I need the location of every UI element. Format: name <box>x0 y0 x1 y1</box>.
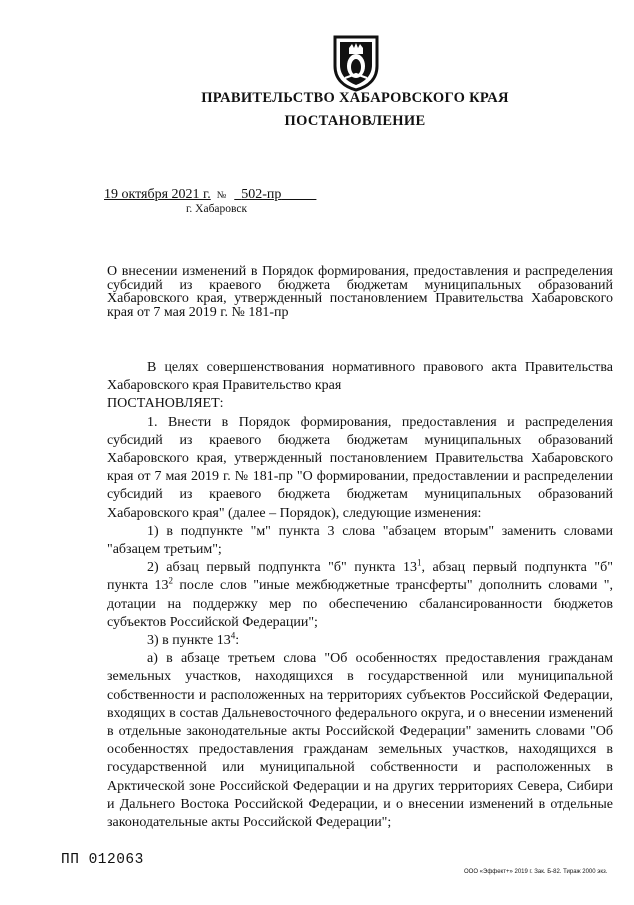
subitem-2-paragraph: 2) абзац первый подпункта "б" пункта $13^1$, абзац первый подпункта "б" пункта $13^2$ после слов "иные межбюджетные трансферты" дополнить словами ", дотации на поддержку мер по обеспечению сбалансированности бюджетов субъектов Российской Федерации"; <box>107 557 614 630</box>
subitem-3a-paragraph: а) в абзаце третьем слова "Об особенностях предоставления гражданам земельных участков, находящихся в государственной или муниципальной собственности и расположенных на территориях субъектов Российской Федерации, входящих в состав Дальневосточного федерального округа, и о внесении изменений в отдельные законодательные акты Российской Федерации" заменить словами "Об особенностях предоставления гражданам земельных участков, находящихся в государственной или муниципальной собственности и расположенных в Арктической зоне Российской Федерации и на других территориях Севера, Сибири и Дальнего Востока Российской Федерации, и о внесении изменений в отдельные законодательные акты Российской Федерации"; <box>107 651 613 831</box>
date-number-line <box>104 187 316 203</box>
number-label: № <box>216 190 227 201</box>
document-subject: О внесении изменений в Порядок формирования, предоставления и распределения субсидий из краевого бюджета бюджетам муниципальных образований Хабаровского края, утвержденный постановлением Правительства Хабаровского края от 7 мая 2019 г. № 181-пр <box>107 264 613 320</box>
organization-title: ПРАВИТЕЛЬСТВО ХАБАРОВСКОГО КРАЯ <box>201 90 509 106</box>
preamble-paragraph: В целях совершенствования нормативного правового акта Правительства Хабаровского края Правительство края <box>107 360 613 394</box>
subitem-3-paragraph: 3) в пункте $13^4$: <box>147 630 240 649</box>
document-city: г. Хабаровск <box>186 203 248 215</box>
document-body <box>107 359 613 832</box>
print-info: ООО «Эффект+» 2019 г. Зак. Б-82. Тираж 2000 экз. <box>464 869 608 875</box>
document-number: 502-пр <box>241 187 282 202</box>
subitem-1-paragraph: 1) в подпункте "м" пункта 3 слова "абзацем вторым" заменить словами "абзацем третьим"; <box>107 523 613 558</box>
document-type-title: ПОСТАНОВЛЕНИЕ <box>284 113 426 129</box>
resolves-heading: ПОСТАНОВЛЯЕТ: <box>107 396 224 412</box>
coat-of-arms-icon <box>331 34 381 92</box>
item-1-paragraph: 1. Внести в Порядок формирования, предоставления и распределения субсидий из краевого бюджета бюджетам муниципальных образований Хабаровского края, утвержденный постановлением Правительства Хабаровского края от 7 мая 2019 г. № 181-пр "О формировании, предоставлении и распределении субсидий из краевого бюджета бюджетам муниципальных образований Хабаровского края" (далее – Порядок), следующие изменения: <box>107 414 613 521</box>
document-date: 19 октября 2021 г. <box>104 187 211 202</box>
form-serial-number: ПП 012063 <box>61 852 144 868</box>
